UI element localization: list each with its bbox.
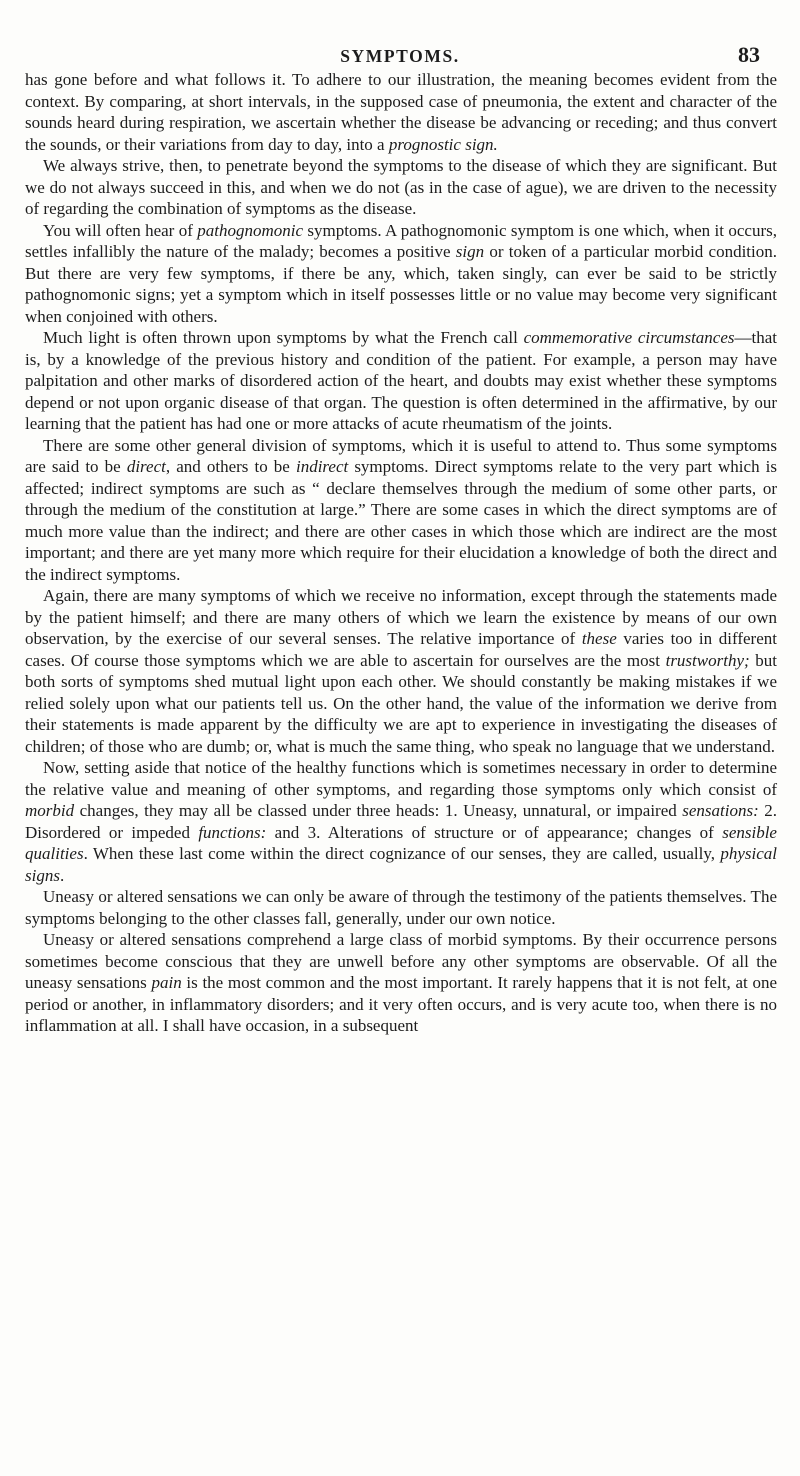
text-run: is the most common and the most important. It rarely happens that it is not felt, at one period or another, in inflammatory disorders; and it very often occurs, and is very acute too, when there is no inflammation at all. I shall have occasion, in a subsequent xyxy=(25,973,777,1035)
italic-term: pain xyxy=(151,973,182,992)
paragraph xyxy=(25,220,777,328)
italic-term: trustworthy; xyxy=(665,650,750,670)
text-run: varies too in different cases. Of course those symptoms which we are able to ascertain for ourselves are the most xyxy=(25,629,777,670)
paragraph xyxy=(25,929,777,1037)
italic-term: these xyxy=(581,629,617,648)
paragraph xyxy=(25,435,777,586)
italic-term: prognostic sign. xyxy=(388,134,498,154)
page-number: 83 xyxy=(738,42,760,67)
text-run: Now, setting aside that notice of the healthy functions which is sometimes necessary in order to determine the relative value and meaning of other symptoms, and regarding those symptoms only which consist of xyxy=(25,758,777,799)
text-run: . When these last come within the direct cognizance of our senses, they are called, usually, xyxy=(83,844,721,863)
text-run: symptoms. A pathognomonic symptom is one which, when it occurs, settles infallibly the nature of the malady; becomes a positive xyxy=(25,220,777,261)
text-run: Uneasy or altered sensations we can only be aware of through the testimony of the patients themselves. The symptoms belonging to the other classes fall, generally, under our own notice. xyxy=(25,887,777,928)
body-text xyxy=(25,69,777,1037)
italic-term: sensible qualities xyxy=(25,822,777,863)
paragraph xyxy=(25,327,777,435)
text-run: Much light is often thrown upon symptoms by what the French call xyxy=(43,328,524,347)
paragraph xyxy=(25,886,777,929)
text-run: You will often hear of xyxy=(43,220,198,240)
italic-term: pathognomonic xyxy=(197,220,304,240)
italic-term: functions: xyxy=(198,822,267,842)
text-run: changes, they may all be classed under three heads: 1. Uneasy, unnatural, or impaired xyxy=(74,801,683,820)
text-run: or token of a particular morbid condition. But there are very few symptoms, if there be any, which, taken singly, can ever be said to be strictly pathognomonic signs; yet a symptom which in itself possesses little or no value may become very significant when conjoined with others. xyxy=(25,242,777,326)
running-head: SYMPTOMS. xyxy=(340,46,460,66)
text-run: Again, there are many symptoms of which we receive no information, except through the statements made by the patient himself; and there are many others of which we learn the existence by means of our own observation, by the exercise of our several senses. The relative importance of xyxy=(25,586,777,648)
paragraph xyxy=(25,69,777,155)
text-run: There are some other general division of symptoms, which it is useful to attend to. Thus some symptoms are said to be xyxy=(25,435,777,476)
text-run: . xyxy=(59,865,65,885)
text-run: and 3. Alterations of structure or of appearance; changes of xyxy=(266,822,723,842)
italic-term: physical signs xyxy=(25,844,777,885)
italic-term: indirect xyxy=(295,457,349,476)
paragraph xyxy=(25,155,777,220)
text-run: Uneasy or altered sensations comprehend a large class of morbid symptoms. By their occurrence persons sometimes become conscious that they are unwell before any other symptoms are observable. Of all the uneasy sensations xyxy=(25,930,777,992)
text-run: , and others to be xyxy=(165,457,296,476)
text-run: has gone before and what follows it. To adhere to our illustration, the meaning becomes evident from the context. By comparing, at short intervals, in the supposed case of pneumonia, the extent and character of the sounds heard during respiration, we ascertain whether the disease be advancing or receding; and thus convert the sounds, or their variations from day to day, into a xyxy=(25,70,777,154)
italic-term: morbid xyxy=(25,801,75,820)
paragraph xyxy=(25,757,777,886)
text-run: 2. Disordered or impeded xyxy=(25,801,777,842)
italic-term: commemorative circumstances xyxy=(523,328,735,347)
text-run: We always strive, then, to penetrate beyond the symptoms to the disease of which they are significant. But we do not always succeed in this, and when we do not (as in the case of ague), we are driven to the necessity of regarding the combination of symptoms as the disease. xyxy=(25,156,777,218)
text-run: but both sorts of symptoms shed mutual light upon each other. We should constantly be making mistakes if we relied solely upon what our patients tell us. On the other hand, the value of the information we derive from their statements is made apparent by the difficulty we are apt to experience in investigating the diseases of children; of those who are dumb; or, what is much the same thing, who speak no language that we understand. xyxy=(25,650,777,756)
italic-term: direct xyxy=(126,457,166,476)
italic-term: sensations: xyxy=(682,801,759,820)
paragraph xyxy=(25,585,777,757)
text-run: —that is, by a knowledge of the previous history and condition of the patient. For example, a person may have palpitation and other marks of disordered action of the heart, and doubts may exist whether these symptoms depend or not upon organic disease of that organ. The question is often determined in the affirmative, by our learning that the patient has had one or more attacks of acute rheumatism of the joints. xyxy=(25,328,777,433)
italic-term: sign xyxy=(455,242,485,261)
text-run: symptoms. Direct symptoms relate to the very part which is affected; indirect symptoms are such as “ declare themselves through the medium of some other parts, or through the medium of the constitution at large.” There are some cases in which the direct symptoms are of much more value than the indirect; and there are other cases in which those which are indirect are the most important; and there are yet many more which require for their elucidation a knowledge of both the direct and the indirect symptoms. xyxy=(25,457,778,584)
